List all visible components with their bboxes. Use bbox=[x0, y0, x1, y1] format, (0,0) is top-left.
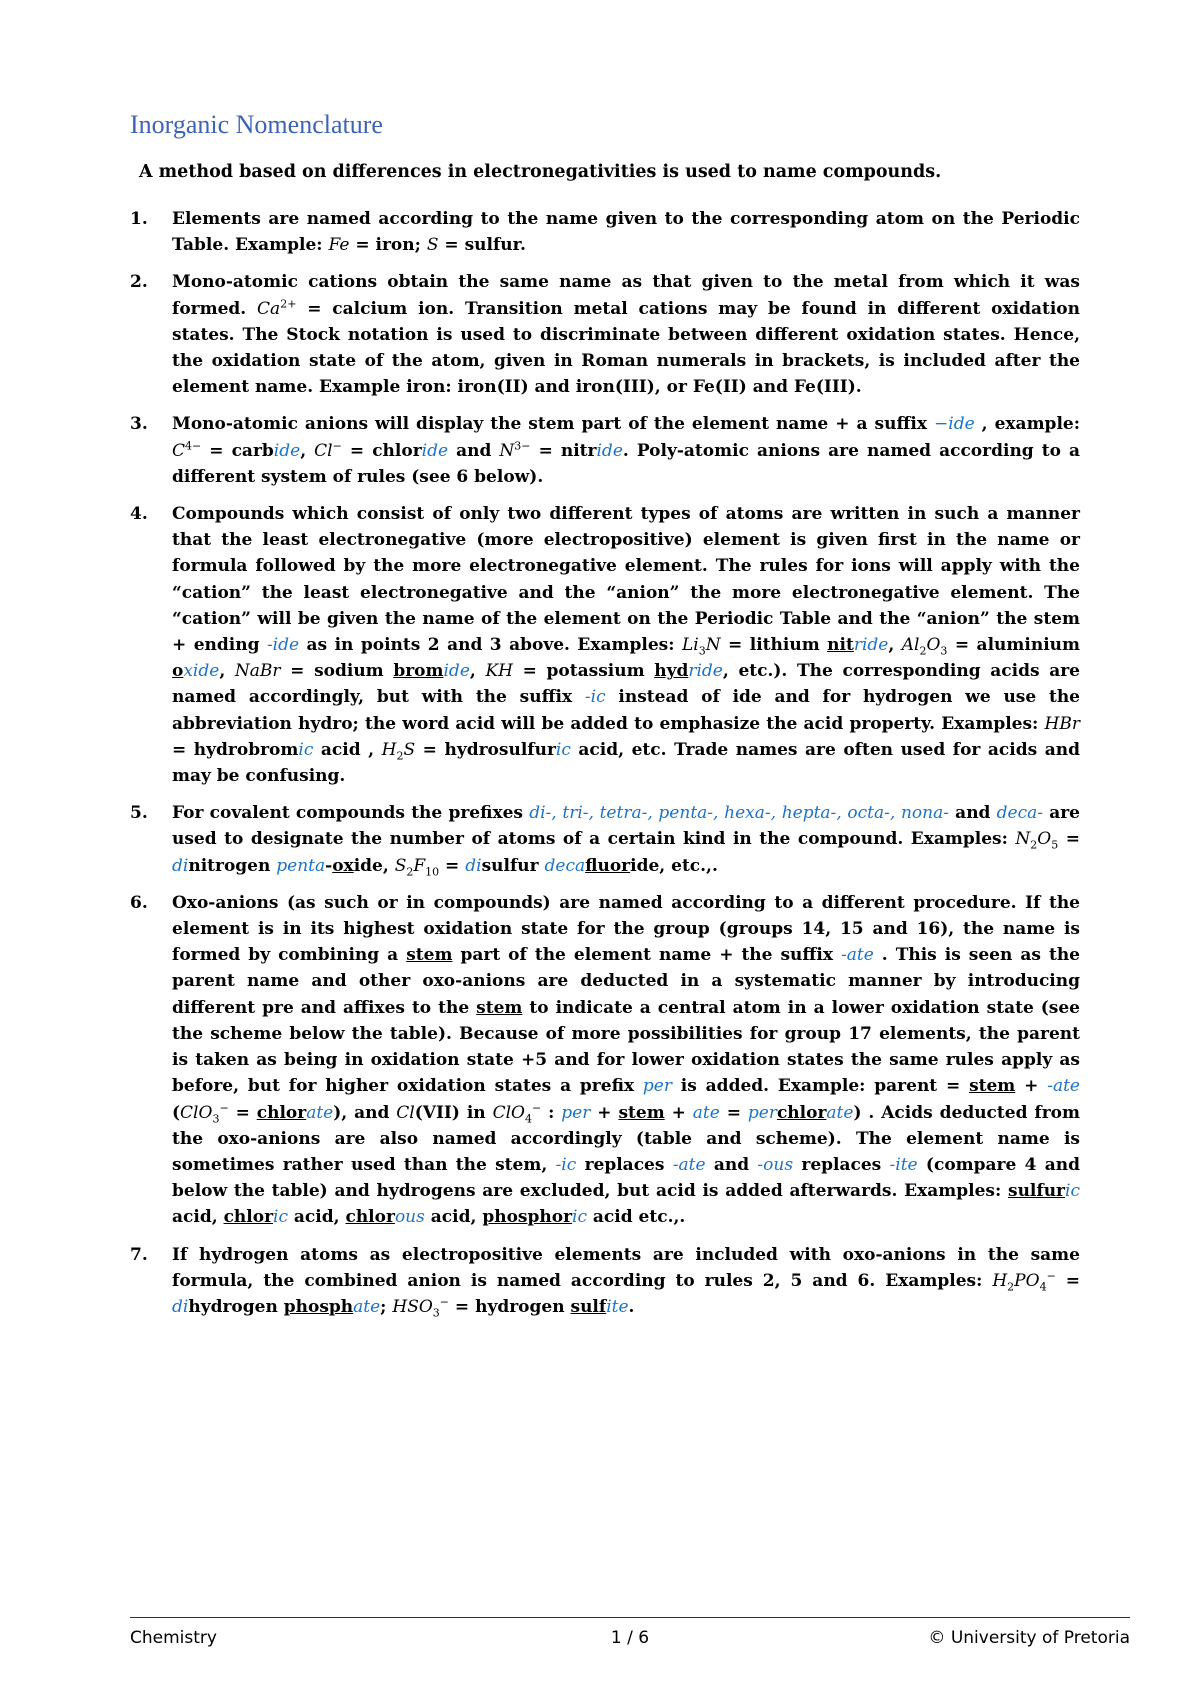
footer-subject: Chemistry bbox=[130, 1628, 217, 1648]
intro-text: A method based on differences in electronegativities is used to name compounds. bbox=[139, 162, 942, 182]
page-title: Inorganic Nomenclature bbox=[130, 110, 383, 139]
list-item bbox=[130, 800, 1080, 879]
item-text: For covalent compounds the prefixes di-, tri-, tetra-, penta-, hexa-, hepta-, octa-, nona- and deca- are used to designate the number of atoms of a certain kind in the compound. Examples: $N_2O_5$ = dinitrogen penta-oxide, $S_2F_{10}$ = disulfur decafluoride, etc.,. bbox=[172, 803, 1080, 879]
item-text: If hydrogen atoms as electropositive elements are included with oxo-anions in the same formula, the combined anion is named according to rules 2, 5 and 6. Examples: $H_2PO_4^-$ = dihydrogen phosphate; $HSO_3^-$ = hydrogen sulfite. bbox=[172, 1244, 1080, 1320]
item-text: Compounds which consist of only two different types of atoms are written in such a manner that the least electronegative (more electropositive) element is given first in the name or formula followed by the more electronegative element. The rules for ions will apply with the “cation” the least electronegative and the “anion” the more electronegative element. The “cation” will be given the name of the element on the Periodic Table and the “anion” the stem + ending -ide as in points 2 and 3 above. Examples: $Li_3N$ = lithium nitride, $Al_2O_3$ = aluminium oxide, NaBr = sodium bromide, KH = potassium hydride, etc.). The corresponding acids are named accordingly, but with the suffix -ic instead of ide and for hydrogen we use the abbreviation hydro; the word acid will be added to emphasize the acid property. Examples: HBr = hydrobromic acid , $H_2S$ = hydrosulfuric acid, etc. Trade names are often used for acids and may be confusing. bbox=[172, 504, 1081, 787]
list-item bbox=[130, 206, 1080, 258]
item-number: 7. bbox=[130, 1244, 148, 1265]
document-body bbox=[130, 110, 1080, 1331]
list-item bbox=[130, 1242, 1080, 1321]
item-number: 2. bbox=[130, 272, 148, 293]
list-item bbox=[130, 501, 1080, 789]
item-text: Oxo-anions (as such or in compounds) are named according to a different procedure. If the element is in its highest oxidation state for the group (groups 14, 15 and 16), the name is formed by combining a stem part of the element name + the suffix -ate . This is seen as the parent name and other oxo-anions are deducted in a systematic manner by introducing different pre and affixes to the stem to indicate a central atom in a lower oxidation state (see the scheme below the table). Because of more possibilities for group 17 elements, the parent is taken as being in oxidation state +5 and for lower oxidation states the same rules apply as before, but for higher oxidation states a prefix per is added. Example: parent = stem + -ate (ClO$_3$− = chlorate), and Cl(VII) in ClO$_4$− : per + stem + ate = perchlorate) . Acids deducted from the oxo-anions are also named accordingly (table and scheme). The element name is sometimes rather used than the stem, -ic replaces -ate and -ous replaces -ite (compare 4 and below the table) and hydrogens are excluded, but acid is added afterwards. Examples: sulfuric acid, chloric acid, chlorous acid, phosphoric acid etc.,. bbox=[172, 892, 1081, 1228]
item-number: 6. bbox=[130, 892, 148, 913]
rules-list bbox=[130, 206, 1080, 1320]
item-number: 3. bbox=[130, 414, 148, 435]
list-item bbox=[130, 269, 1080, 400]
item-text: Mono-atomic anions will display the stem part of the element name + a suffix −ide , example: $C^{4-}$ = carbide, Cl− = chloride and $N^{3-}$ = nitride. Poly-atomic anions are named according to a different system of rules (see 6 below). bbox=[172, 414, 1080, 487]
list-item bbox=[130, 890, 1080, 1231]
item-number: 1. bbox=[130, 209, 148, 229]
item-number: 4. bbox=[130, 504, 148, 525]
footer-page-number: 1 / 6 bbox=[610, 1628, 650, 1648]
page-footer bbox=[130, 1617, 1130, 1648]
item-number: 5. bbox=[130, 803, 148, 824]
item-text: Elements are named according to the name given to the corresponding atom on the Periodic Table. Example: Fe = iron; S = sulfur. bbox=[172, 209, 1080, 256]
footer-copyright: © University of Pretoria bbox=[928, 1628, 1130, 1648]
list-item bbox=[130, 411, 1080, 490]
item-text: Mono-atomic cations obtain the same name as that given to the metal from which it was formed. $Ca^{2+}$ = calcium ion. Transition metal cations may be found in different oxidation states. The Stock notation is used to discriminate between different oxidation states. Hence, the oxidation state of the atom, given in Roman numerals in brackets, is included after the element name. Example iron: iron(II) and iron(III), or Fe(II) and Fe(III). bbox=[172, 272, 1080, 398]
